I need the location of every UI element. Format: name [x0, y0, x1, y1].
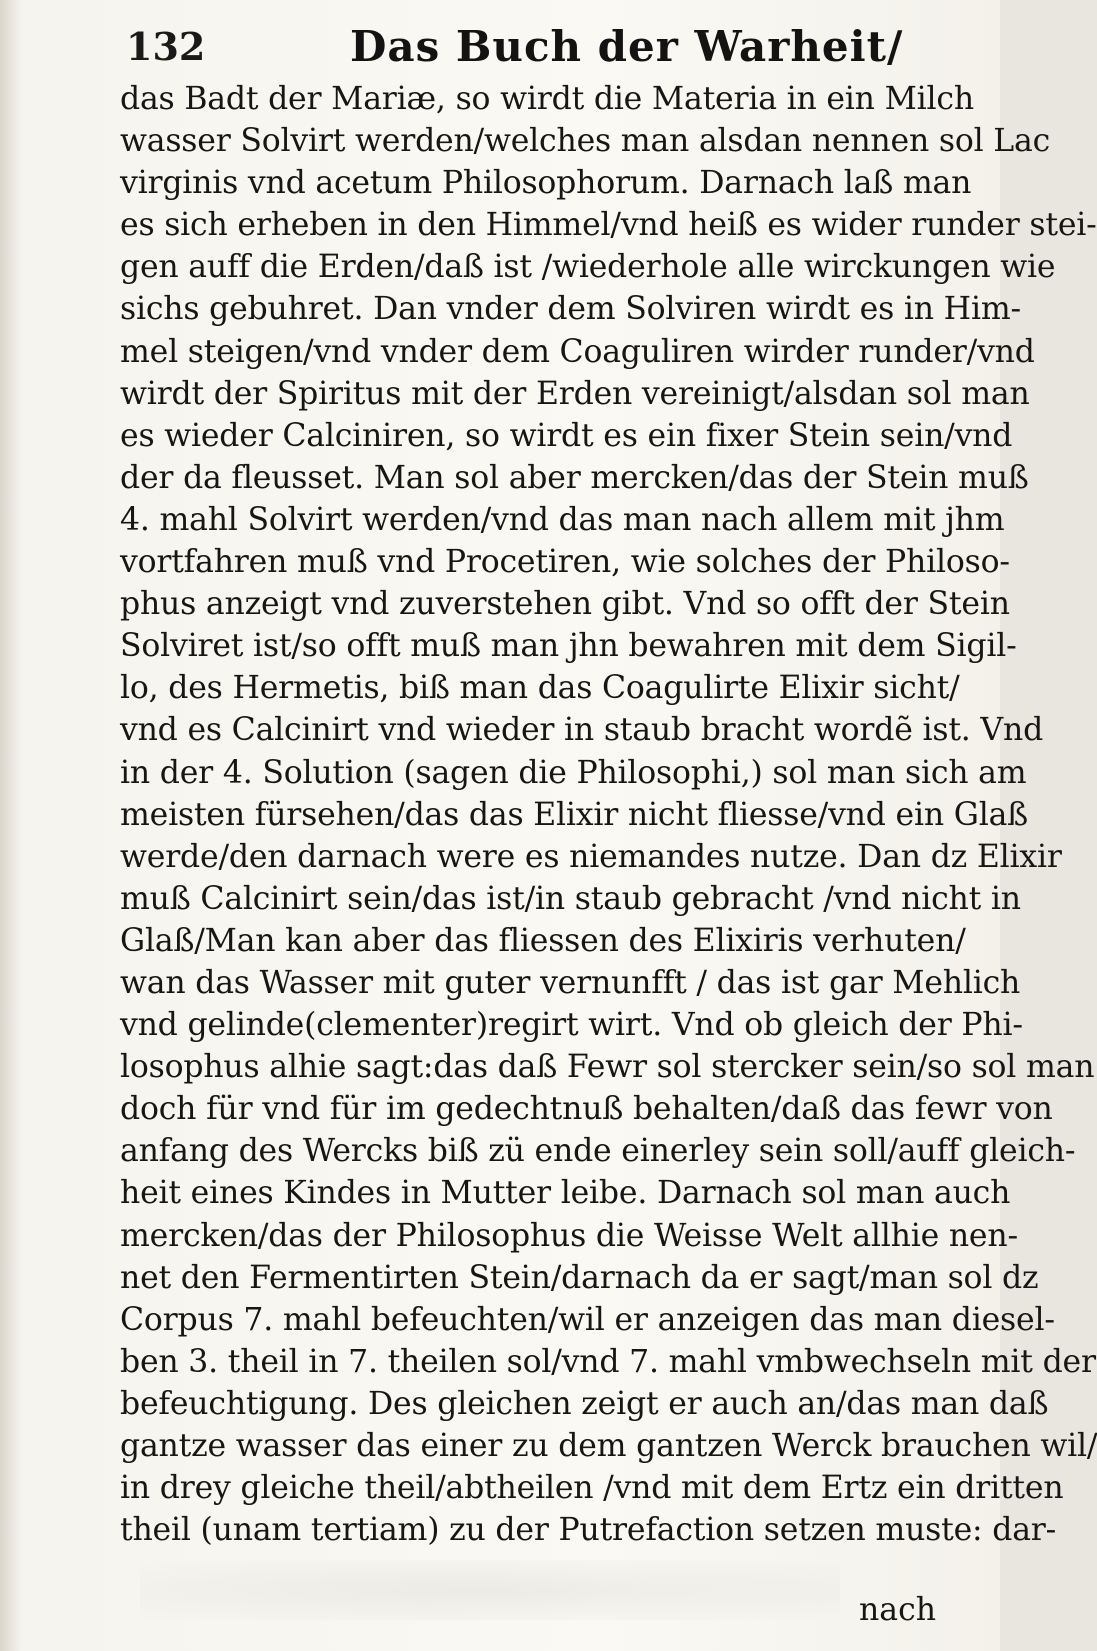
text-line: losophus alhie sagt:das daß Fewr sol stercker sein/so sol man [120, 1049, 1095, 1086]
text-line: Glaß/Man kan aber das fliessen des Elixiris verhuten/ [120, 922, 966, 959]
text-line: Solviret ist/so offt muß man jhn bewahren mit dem Sigil- [120, 628, 1017, 665]
text-line: wirdt der Spiritus mit der Erden vereinigt/alsdan sol man [120, 375, 1030, 412]
text-line: ben 3. theil in 7. theilen sol/vnd 7. mahl vmbwechseln mit der [120, 1343, 1096, 1380]
text-line: gantze wasser das einer zu dem gantzen Werck brauchen wil/ [120, 1428, 1097, 1464]
text-line: net den Fermentirten Stein/darnach da er sagt/man sol dz [120, 1259, 1039, 1296]
text-line: vnd gelinde(clementer)regirt wirt. Vnd ob gleich der Phi- [120, 1007, 1023, 1044]
text-line: wasser Solvirt werden/welches man alsdan nennen sol Lac [120, 123, 1051, 160]
text-line: theil (unam tertiam) zu der Putrefaction setzen muste: dar- [120, 1512, 1057, 1549]
text-line: meisten fürsehen/das das Elixir nicht fliesse/vnd ein Glaß [120, 796, 1029, 833]
text-line: phus anzeigt vnd zuverstehen gibt. Vnd so offt der Stein [120, 586, 1010, 623]
text-line: gen auff die Erden/daß ist /wiederhole alle wirckungen wie [120, 249, 1056, 286]
page-header [120, 18, 920, 78]
body-text [120, 78, 1097, 1551]
text-line: doch für vnd für im gedechtnuß behalten/daß das fewr von [120, 1091, 1053, 1128]
text-line: anfang des Wercks biß zü ende einerley sein soll/auff gleich- [120, 1133, 1076, 1170]
text-line: sichs gebuhret. Dan vnder dem Solviren wirdt es in Him- [120, 291, 1021, 328]
show-through-shadow [140, 1560, 840, 1620]
catchword: nach [859, 1592, 936, 1628]
text-line: heit eines Kindes in Mutter leibe. Darnach sol man auch [120, 1175, 1011, 1212]
text-line: in drey gleiche theil/abtheilen /vnd mit dem Ertz ein dritten [120, 1470, 1064, 1507]
text-line: befeuchtigung. Des gleichen zeigt er auch an/das man daß [120, 1385, 1049, 1422]
text-line: 4. mahl Solvirt werden/vnd das man nach allem mit jhm [120, 501, 1005, 538]
text-line: werde/den darnach were es niemandes nutze. Dan dz Elixir [120, 838, 1062, 875]
text-line: in der 4. Solution (sagen die Philosophi,) sol man sich am [120, 754, 1027, 791]
text-line: virginis vnd acetum Philosophorum. Darnach laß man [120, 165, 972, 202]
text-line: der da fleusset. Man sol aber mercken/das der Stein muß [120, 459, 1029, 496]
text-line: wan das Wasser mit guter vernunfft / das ist gar Mehlich [120, 964, 1021, 1001]
text-line: mercken/das der Philosophus die Weisse Welt allhie nen- [120, 1217, 1018, 1254]
text-line: Corpus 7. mahl befeuchten/wil er anzeigen das man diesel- [120, 1301, 1055, 1338]
running-title: Das Buch der Warheit/ [350, 22, 904, 71]
page-number: 132 [126, 24, 206, 69]
text-line: es wieder Calciniren, so wirdt es ein fixer Stein sein/vnd [120, 417, 1013, 454]
text-line: muß Calcinirt sein/das ist/in staub gebracht /vnd nicht in [120, 880, 1021, 917]
text-line: vortfahren muß vnd Procetiren, wie solches der Philoso- [120, 544, 1010, 581]
text-line: vnd es Calcinirt vnd wieder in staub bracht wordẽ ist. Vnd [120, 712, 1044, 749]
text-line: lo, des Hermetis, biß man das Coagulirte Elixir sicht/ [120, 670, 960, 707]
text-line: das Badt der Mariæ, so wirdt die Materia in ein Milch [120, 81, 974, 117]
text-line: es sich erheben in den Himmel/vnd heiß es wider runder stei- [120, 207, 1097, 244]
text-line: mel steigen/vnd vnder dem Coaguliren wirder runder/vnd [120, 333, 1035, 370]
